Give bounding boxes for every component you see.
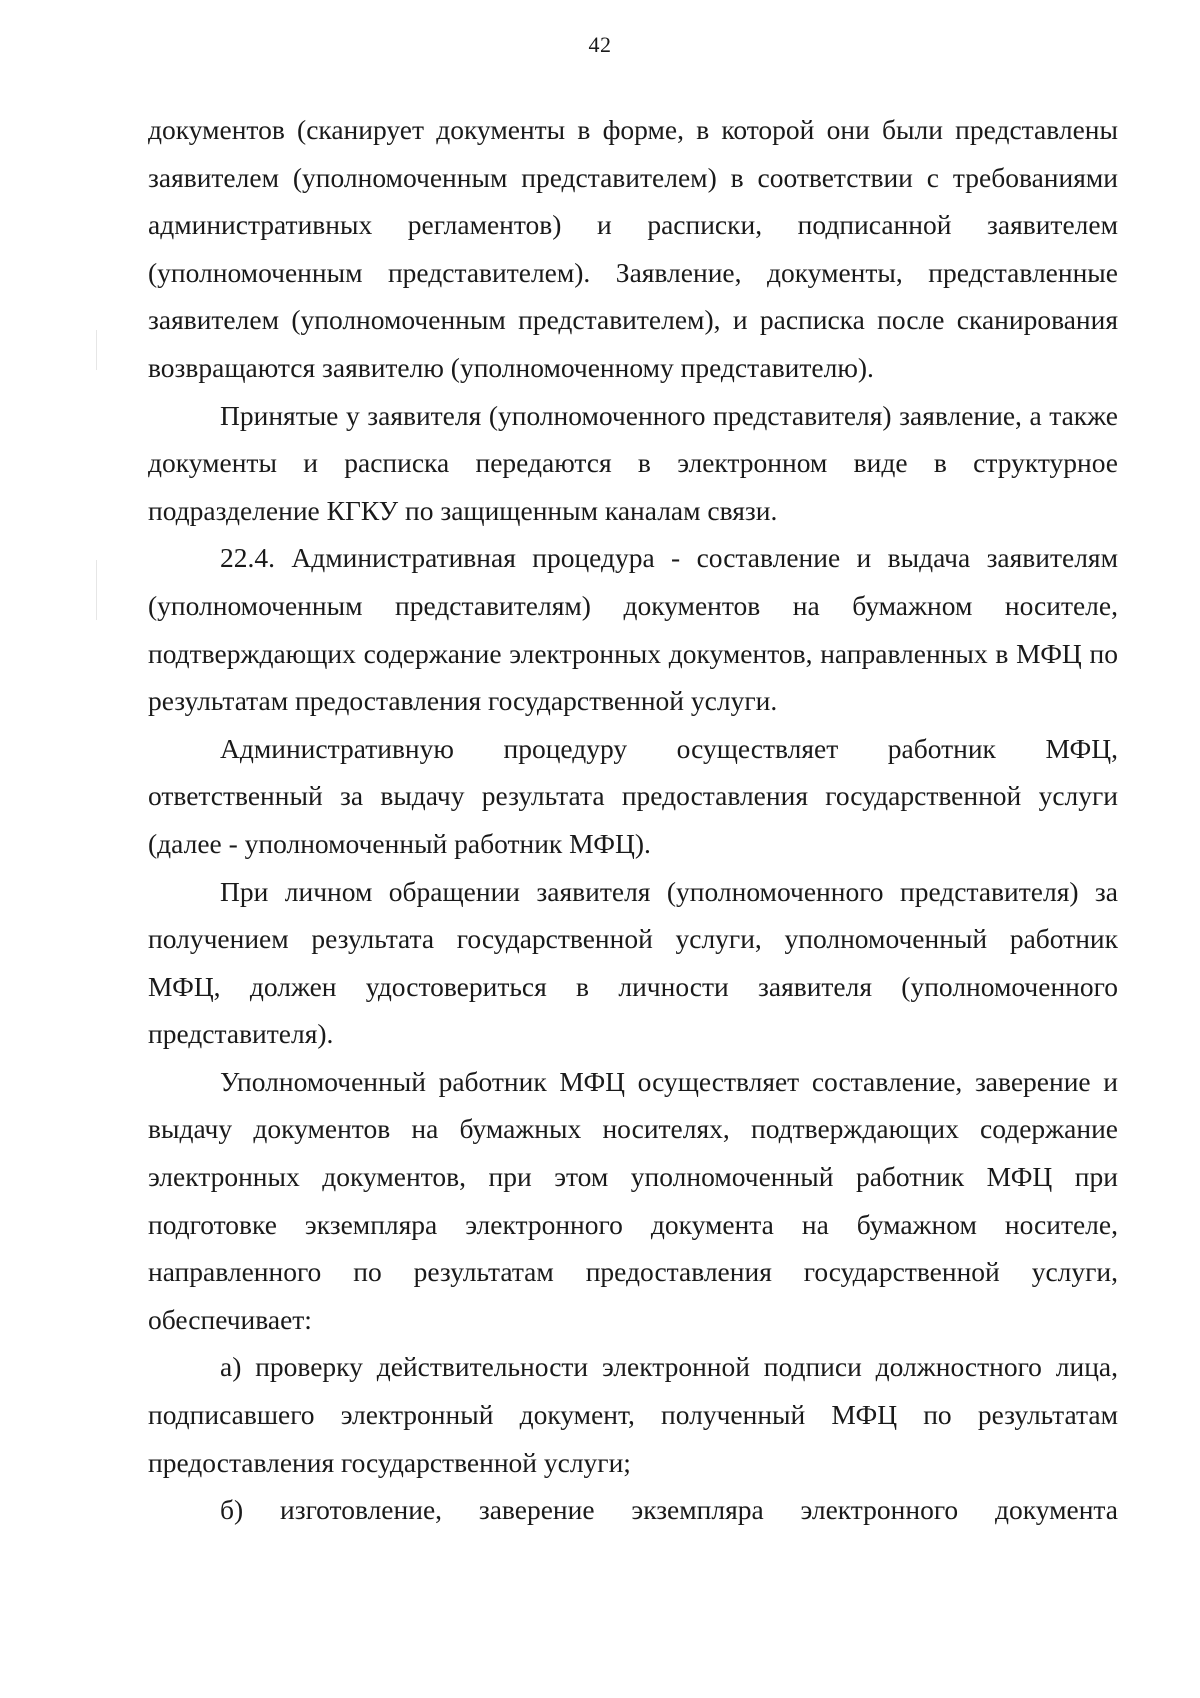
- document-body: [148, 106, 1118, 1534]
- paragraph-continuation: документов (сканирует документы в форме, в которой они были представлены заявителем (уполномоченным представителем) в соответствии с требованиями административных регламентов) и расписки, подписанной заявителем (уполномоченным представителем). Заявление, документы, представленные заявителем (уполномоченным представителем), и расписка после сканирования возвращаются заявителю (уполномоченному представителю).: [148, 114, 1118, 383]
- paragraph: Принятые у заявителя (уполномоченного представителя) заявление, а также документы и расписка передаются в электронном виде в структурное подразделение КГКУ по защищенным каналам связи.: [148, 399, 1118, 526]
- list-item-b: б) изготовление, заверение экземпляра электронного документа: [220, 1494, 1118, 1526]
- page-number: 42: [588, 32, 612, 57]
- paragraph-section-22-4: 22.4. Административная процедура - составление и выдача заявителям (уполномоченным представителям) документов на бумажном носителе, подтверждающих содержание электронных документов, направленных в МФЦ по результатам предоставления государственной услуги.: [148, 542, 1118, 717]
- scan-margin-mark: [96, 560, 97, 620]
- paragraph: При личном обращении заявителя (уполномоченного представителя) за получением результата государственной услуги, уполномоченный работник МФЦ, должен удостовериться в личности заявителя (уполномоченного представителя).: [148, 875, 1118, 1050]
- paragraph: Уполномоченный работник МФЦ осуществляет составление, заверение и выдачу документов на бумажных носителях, подтверждающих содержание электронных документов, при этом уполномоченный работник МФЦ при подготовке экземпляра электронного документа на бумажном носителе, направленного по результатам предоставления государственной услуги, обеспечивает:: [148, 1065, 1118, 1335]
- scan-margin-mark: [96, 330, 97, 370]
- list-item-a: а) проверку действительности электронной подписи должностного лица, подписавшего электронный документ, полученный МФЦ по результатам предоставления государственной услуги;: [148, 1351, 1118, 1478]
- paragraph: Административную процедуру осуществляет работник МФЦ, ответственный за выдачу результата предоставления государственной услуги (далее - уполномоченный работник МФЦ).: [148, 732, 1118, 859]
